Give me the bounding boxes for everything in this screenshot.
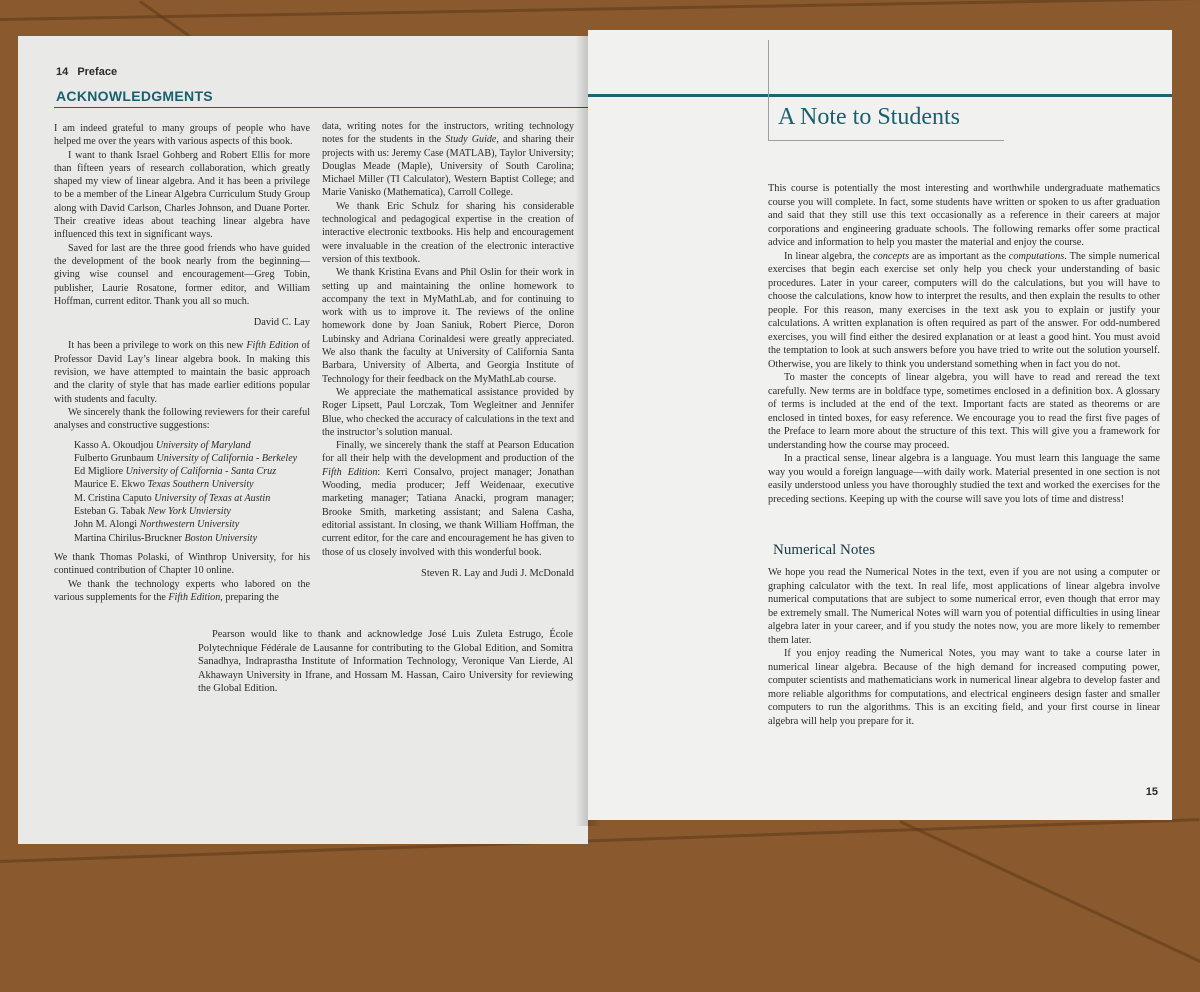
- list-item: Fulberto Grunbaum University of California - Berkeley: [74, 452, 298, 464]
- heading-rule: [54, 107, 588, 108]
- section-heading: ACKNOWLEDGMENTS: [56, 88, 213, 104]
- left-page: [18, 36, 588, 844]
- paragraph: data, writing notes for the instructors, writing technology notes for the students in the Study Guide, and sharing their projects with us: Jeremy Case (MATLAB), Taylor University; Douglas Meade (Maple), University of South Carolina; Michael Miller (TI Calculator), Western Baptist College; and Marie Vanisko (Mathematica), Carroll College.: [322, 121, 574, 199]
- subheading: Numerical Notes: [773, 542, 876, 558]
- paragraph: We hope you read the Numerical Notes in the text, even if you are not using a computer or graphing calculator with the text. In real life, most applications of linear algebra involve numerical computations that are subject to some numerical error, even though that error may be extremely small. The Numerical Notes will warn you of potential difficulties in using linear algebra later in your career, and if you study the notes now, you are more likely to remember them later.: [768, 567, 1160, 646]
- numerical-notes-text: [768, 566, 1160, 728]
- page-number: 15: [1145, 786, 1158, 798]
- paragraph: In a practical sense, linear algebra is a language. You must learn this language the same way you would a foreign language—with daily work. Material presented in one section is not easily understood unless you have thoroughly studied the text and worked the exercises for the preceding sections. Keeping up with the course will save you lots of time and distress!: [768, 453, 1160, 505]
- paragraph: To master the concepts of linear algebra, you will have to read and reread the text carefully. New terms are in boldface type, sometimes enclosed in a definition box. A glossary of terms is included at the end of the text. Important facts are stated as theorems or are enclosed in tinted boxes, for easy reference. We encourage you to read the first five pages of the Preface to learn more about the structure of this text. This will give you a framework for understanding how the course may proceed.: [768, 372, 1160, 451]
- list-item: Maurice E. Ekwo Texas Southern University: [74, 479, 254, 491]
- signature: Steven R. Lay and Judi J. McDonald: [421, 567, 574, 579]
- list-item: Martina Chirilus-Bruckner Boston University: [74, 532, 258, 544]
- reviewer-list: [74, 439, 310, 545]
- list-item: Ed Migliore University of California - Santa Cruz: [74, 466, 277, 478]
- paragraph: We thank Thomas Polaski, of Winthrop University, for his continued contribution of Chapter 10 online.: [54, 551, 310, 577]
- signature: David C. Lay: [253, 317, 310, 329]
- page-header-left: [56, 66, 117, 78]
- list-item: Esteban G. Tabak New York Unviersity: [74, 506, 231, 518]
- paragraph: We sincerely thank the following reviewers for their careful analyses and constructive suggestions:: [54, 406, 310, 432]
- pearson-acknowledgment: [198, 628, 573, 696]
- paragraph: Finally, we sincerely thank the staff at Pearson Education for all their help with the development and production of the Fifth Edition: Kerri Consalvo, project manager; Jonathan Wooding, media producer; Jeff Weidenaar, executive marketing manager; Tatiana Anacki, program manager; Brooke Smith, marketing assistant; and Salena Casha, editorial assistant. In closing, we thank William Hoffman, the current editor, for the care and encouragement he has given to those of us closely involved with this wonderful book.: [322, 440, 574, 558]
- right-column: [322, 120, 574, 590]
- paragraph: Pearson would like to thank and acknowledge José Luis Zuleta Estrugo, École Polytechnique Fédérale de Lausanne for contributing to the Global Edition, and Somitra Sanadhya, Indraprastha Institute of Information Technology, Veronique Van Lierde, Al Akhawayn University in Ifrane, and Hossam M. Hassan, Cairo University for reviewing the Global Edition.: [198, 629, 573, 695]
- paragraph: Saved for last are the three good friends who have guided the development of the book nearly from the beginning—giving wise counsel and encouragement—Greg Tobin, publisher, Laurie Rosatone, former editor, and William Hoffman, current editor. Thank you all so much.: [54, 242, 310, 307]
- paragraph: We appreciate the mathematical assistance provided by Roger Lipsett, Paul Lorczak, Tom Wegleitner and Jennifer Blue, who checked the accuracy of calculations in the text and the instructor’s solution manual.: [322, 386, 574, 438]
- running-head: Preface: [77, 66, 118, 78]
- paragraph: We thank Eric Schulz for sharing his considerable technological and pedagogical expertise in the creation of interactive electronic textbooks. His help and encouragement were invaluable in the creation of the electronic interactive version of this textbook.: [322, 200, 574, 265]
- page-number: 14: [56, 66, 69, 78]
- paragraph: It has been a privilege to work on this new Fifth Edition of Professor David Lay’s linear algebra book. In making this revision, we have attempted to maintain the basic approach and the clarity of style that has made earlier editions popular with students and faculty.: [54, 340, 311, 405]
- paragraph: We thank Kristina Evans and Phil Oslin for their work in setting up and maintaining the online homework to accompany the text in MyMathLab, and for continuing to work with us to improve it. The reviews of the online homework done by Joan Saniuk, Robert Pierce, Doron Lubinsky and Adriana Corinaldesi were greatly appreciated. We also thank the faculty at University of California Santa Barbara, University of Alberta, and Georgia Institute of Technology for their feedback on the MyMathLab course.: [322, 267, 574, 385]
- paragraph: If you enjoy reading the Numerical Notes, you may want to take a course later in numerical linear algebra. Because of the high demand for increased computing power, computer scientists and mathematicians work in numerical linear algebra to develop faster and more reliable algorithms for computations, and electrical engineers design faster and smaller computers to run the algorithms. This is an exciting field, and your first course in linear algebra will help you prepare for it.: [768, 648, 1160, 727]
- paragraph: I want to thank Israel Gohberg and Robert Ellis for more than fifteen years of research collaboration, which greatly shaped my view of linear algebra. And it has been a privilege to be a member of the Linear Algebra Curriculum Study Group along with David Carlson, Charles Johnson, and Duane Porter. Their creative ideas about teaching linear algebra have influenced this text in significant ways.: [54, 149, 310, 241]
- list-item: John M. Alongi Northwestern University: [74, 519, 240, 531]
- paragraph: We thank the technology experts who labored on the various supplements for the Fifth Edition, preparing the: [54, 578, 310, 603]
- paragraph: This course is potentially the most interesting and worthwhile undergraduate mathematics course you will complete. In fact, some students have written or spoken to us after graduation and said that they still use this text occasionally as a reference in their careers at major corporations and engineering graduate schools. The following remarks offer some practical advice and information to help you master the material and enjoy the course.: [768, 183, 1160, 248]
- paragraph: In linear algebra, the concepts are as important as the computations. The simple numerical exercises that begin each exercise set only help you check your understanding of basic procedures. Later in your career, computers will do the calculations, but you will have to choose the calculations, know how to interpret the results, and then explain the results to other people. For this reason, many exercises in the text ask you to explain or justify your calculations. A written explanation is often required as part of the answer. For odd-numbered exercises, you will find either the desired explanation or at least a good hint. You must avoid the temptation to look at such answers before you have tried to write out the solution yourself. Otherwise, you are likely to think you understand something when in fact you do not.: [768, 250, 1160, 370]
- paragraph: I am indeed grateful to many groups of people who have helped me over the years with various aspects of this book.: [54, 123, 310, 148]
- page-title: A Note to Students: [778, 104, 961, 130]
- left-column: [54, 122, 310, 604]
- right-page: [588, 30, 1172, 820]
- list-item: M. Cristina Caputo University of Texas at Austin: [74, 492, 271, 504]
- body-text: [768, 182, 1160, 506]
- list-item: Kasso A. Okoudjou University of Maryland: [74, 439, 251, 451]
